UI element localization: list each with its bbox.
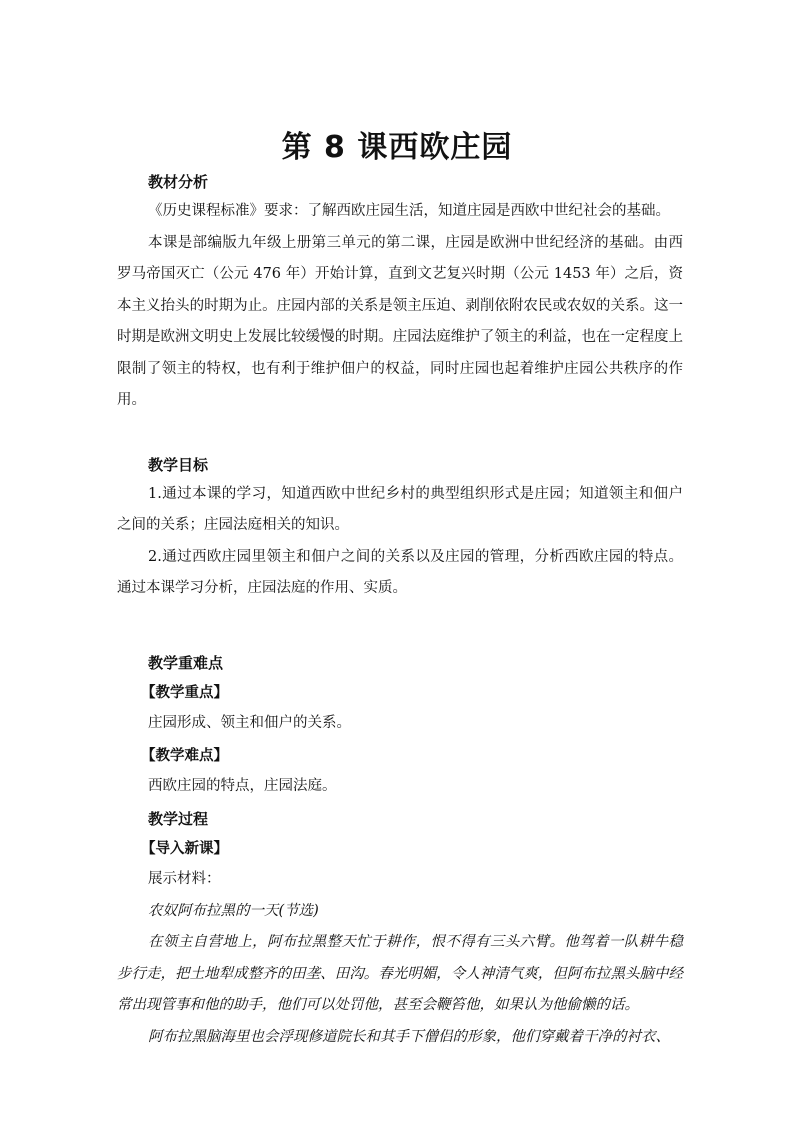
page-title: 第 8 课西欧庄园 xyxy=(281,130,513,165)
text-key: 庄园形成、领主和佃户的关系。 xyxy=(148,715,351,731)
text-show-material: 展示材料： xyxy=(148,871,221,887)
label-difficulty: 【教学难点】 xyxy=(141,746,228,764)
paragraph: 《历史课程标准》要求：了解西欧庄园生活，知道庄园是西欧中世纪社会的基础。 xyxy=(148,203,670,219)
section-heading-keypoints: 教学重难点 xyxy=(148,653,224,672)
section-heading-process: 教学过程 xyxy=(148,809,209,828)
paragraph: 本课是部编版九年级上册第三单元的第二课，庄园是欧洲中世纪经济的基础。由西罗马帝国灭亡（公元 476 年）开始计算，直到文艺复兴时期（公元 1453 年）之后，资本主义抬头的时期为止。庄园内部的关系是领主压迫、剥削依附农民或农奴的关系。这一时期是欧洲文明史上发展比较缓慢的时期。庄园法庭维护了领主的利益，也在一定程度上限制了领主的特权，也有利于维护佃户的权益，同时庄园也起着维护庄园公共秩序的作用。 xyxy=(117,234,683,408)
paragraph: 1.通过本课的学习，知道西欧中世纪乡村的典型组织形式是庄园；知道领主和佃户之间的关系；庄园法庭相关的知识。 xyxy=(117,485,683,533)
document-body xyxy=(117,168,683,1053)
material-title: 农奴阿布拉黑的一天(节选) xyxy=(148,902,319,919)
material-paragraph: 在领主自营地上，阿布拉黑整天忙于耕作，恨不得有三头六臂。他驾着一队耕牛稳步行走，把土地犁成整齐的田垄、田沟。春光明媚，令人神清气爽，但阿布拉黑头脑中经常出现管事和他的助手，他们可以处罚他，甚至会鞭笞他，如果认为他偷懒的话。 xyxy=(117,934,683,1013)
label-intro: 【导入新课】 xyxy=(141,839,228,857)
text-difficulty: 西欧庄园的特点，庄园法庭。 xyxy=(148,778,337,794)
section-heading-goals: 教学目标 xyxy=(148,455,209,474)
label-key: 【教学重点】 xyxy=(141,683,228,701)
material-paragraph: 阿布拉黑脑海里也会浮现修道院长和其手下僧侣的形象，他们穿戴着干净的衬衣、 xyxy=(148,1028,670,1045)
section-heading-analysis: 教材分析 xyxy=(148,173,209,191)
paragraph: 2.通过西欧庄园里领主和佃户之间的关系以及庄园的管理，分析西欧庄园的特点。通过本课学习分析，庄园法庭的作用、实质。 xyxy=(117,548,683,596)
